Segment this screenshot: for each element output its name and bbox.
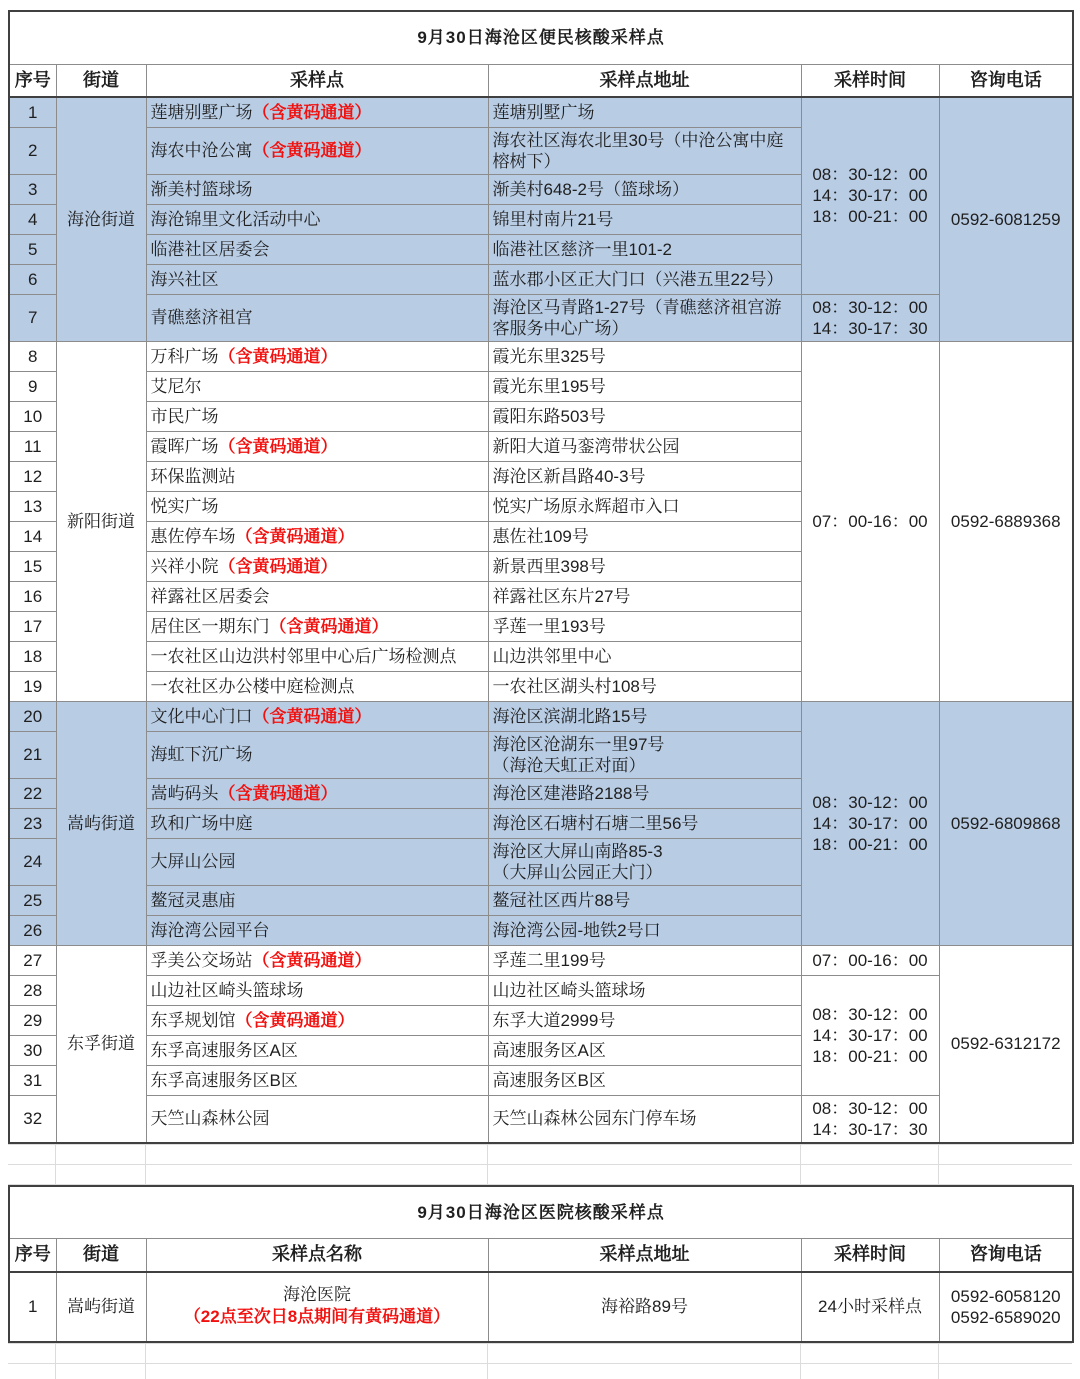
address-line: 东孚大道2999号 [492,1010,616,1030]
site-name-cell [146,838,488,885]
phone-cell [939,97,1073,341]
yellow-code-channel-tag: （含黄码通道） [252,141,372,160]
site-name: 海农中沧公寓 [150,141,253,160]
phone-number: 0592-6058120 [950,1286,1061,1306]
row-number-cell: 16 [9,581,56,611]
row-number-cell: 14 [9,521,56,551]
street-cell: 嵩屿街道 [56,1272,146,1342]
site-name-cell [146,975,488,1005]
column-header: 序号 [9,64,56,97]
site-name-cell [146,551,488,581]
address-cell [488,1035,801,1065]
sampling-time-cell [801,97,939,294]
address-cell [488,371,801,401]
row-number-cell: 29 [9,1005,56,1035]
time-line: 08：30-12：00 [812,1004,928,1024]
street-cell: 海沧街道 [56,97,146,341]
spreadsheet-gridlines-bottom [8,1343,1072,1379]
row-number-cell: 24 [9,838,56,885]
hospital-sites-table-container [8,1185,1072,1343]
site-name: 一农社区办公楼中庭检测点 [150,676,355,696]
row-number-cell: 13 [9,491,56,521]
row-number-cell: 25 [9,885,56,915]
address-line: 海沧区大屏山南路85-3 [492,841,663,861]
time-line: 14：30-17：30 [812,1119,928,1139]
address-line: 祥露社区东片27号 [492,586,631,606]
row-number-cell: 30 [9,1035,56,1065]
sampling-time-cell [801,341,939,701]
site-name: 海沧湾公园平台 [150,920,270,940]
site-name-cell [146,808,488,838]
time-line: 18：00-21：00 [812,207,928,227]
site-name: 渐美村篮球场 [150,179,253,199]
time-line: 08：30-12：00 [812,792,928,812]
address-line: 悦实广场原永辉超市入口 [492,496,680,516]
site-name-cell [146,1272,488,1342]
convenient-sites-table [8,10,1074,1144]
time-line: 14：30-17：00 [812,186,928,206]
table-title-hospital: 9月30日海沧区医院核酸采样点 [9,1186,1073,1239]
address-cell [488,885,801,915]
address-cell [488,264,801,294]
site-name-cell [146,127,488,174]
site-name-cell [146,371,488,401]
address-line: 榕树下） [492,151,561,171]
site-name: 天竺山森林公园 [150,1109,270,1128]
site-name: 悦实广场 [150,496,219,516]
phone-number: 0592-6809868 [950,813,1061,833]
time-line: 24小时采样点 [818,1297,922,1316]
row-number-cell: 18 [9,641,56,671]
address-cell [488,1005,801,1035]
site-name: 一农社区山边洪村邻里中心后广场检测点 [150,646,457,666]
time-line: 07：00-16：00 [812,511,928,531]
time-line: 14：30-17：30 [812,318,928,338]
row-number-cell: 2 [9,127,56,174]
address-line: 海农社区海农北里30号（中沧公寓中庭 [492,130,784,150]
site-name: 海沧锦里文化活动中心 [150,209,321,229]
yellow-code-channel-tag: （22点至次日8点期间有黄码通道） [183,1307,451,1326]
address-line: 客服务中心广场） [492,318,629,338]
yellow-code-channel-tag: （含黄码通道） [235,1010,355,1030]
address-cell [488,671,801,701]
address-line: 海裕路89号 [601,1297,688,1316]
column-header: 序号 [9,1239,56,1272]
site-name-cell [146,915,488,945]
table-row [9,975,1073,1005]
table-row [9,97,1073,127]
row-number-cell: 6 [9,264,56,294]
address-line: 海沧区沧湖东一里97号 [492,734,665,754]
site-name: 海虹下沉广场 [150,745,253,764]
site-name-cell [146,174,488,204]
row-number-cell: 9 [9,371,56,401]
yellow-code-channel-tag: （含黄码通道） [218,436,338,456]
column-header: 采样点 [146,64,488,97]
site-name-cell [146,264,488,294]
site-name-cell [146,945,488,975]
site-name-cell [146,611,488,641]
empty-grid-row [8,1144,1072,1164]
row-number-cell: 3 [9,174,56,204]
row-number-cell: 1 [9,97,56,127]
site-name: 市民广场 [150,406,219,426]
sampling-time-cell [801,701,939,945]
phone-number: 0592-6312172 [950,1034,1061,1053]
site-name-cell [146,431,488,461]
yellow-code-channel-tag: （含黄码通道） [269,616,389,636]
row-number-cell: 32 [9,1095,56,1143]
phone-number: 0592-6589020 [950,1307,1061,1327]
site-name-cell [146,1005,488,1035]
address-cell [488,1065,801,1095]
column-header: 采样时间 [801,64,939,97]
address-line: 莲塘别墅广场 [492,102,595,122]
row-number-cell: 7 [9,294,56,341]
site-name: 海沧医院 [283,1285,351,1304]
address-line: 海沧区马青路1-27号（青礁慈济祖宫游 [492,297,782,317]
site-name-cell [146,294,488,341]
address-line: 孚莲一里193号 [492,616,606,636]
address-cell [488,808,801,838]
time-line: 14：30-17：00 [812,1025,928,1045]
site-name: 临港社区居委会 [150,239,270,259]
phone-cell [939,341,1073,701]
address-line: 霞光东里325号 [492,346,606,366]
row-number-cell: 17 [9,611,56,641]
site-name: 鳌冠灵惠庙 [150,890,236,910]
site-name: 祥露社区居委会 [150,586,270,606]
address-line: 蓝水郡小区正大门口（兴港五里22号） [492,269,784,289]
yellow-code-channel-tag: （含黄码通道） [218,556,338,576]
street-cell: 新阳街道 [56,341,146,701]
table-title-convenient: 9月30日海沧区便民核酸采样点 [9,11,1073,64]
site-name: 海兴社区 [150,269,219,289]
column-header: 采样点地址 [488,1239,801,1272]
site-name: 惠佐停车场 [150,526,236,546]
address-cell [488,401,801,431]
phone-cell [939,701,1073,945]
address-line: 惠佐社109号 [492,526,589,546]
time-line: 18：00-21：00 [812,834,928,854]
address-cell [488,611,801,641]
site-name-cell [146,1035,488,1065]
site-name: 莲塘别墅广场 [150,102,253,122]
table-row [9,1095,1073,1143]
row-number-cell: 26 [9,915,56,945]
address-cell [488,97,801,127]
row-number-cell: 5 [9,234,56,264]
yellow-code-channel-tag: （含黄码通道） [252,950,372,970]
site-name-cell [146,641,488,671]
address-cell [488,204,801,234]
row-number-cell: 22 [9,778,56,808]
column-header: 采样点名称 [146,1239,488,1272]
row-number-cell: 10 [9,401,56,431]
address-cell [488,778,801,808]
site-name: 艾尼尔 [150,376,202,396]
column-header: 街道 [56,1239,146,1272]
address-cell [488,431,801,461]
address-cell [488,491,801,521]
time-line: 14：30-17：00 [812,813,928,833]
address-line: （海沧天虹正对面） [492,755,646,775]
site-name: 环保监测站 [150,466,236,486]
site-name: 霞晖广场 [150,436,219,456]
site-name-cell [146,97,488,127]
site-name-cell [146,731,488,778]
address-line: 霞阳东路503号 [492,406,606,426]
site-name: 东孚高速服务区B区 [150,1070,298,1090]
row-number-cell: 12 [9,461,56,491]
row-number-cell: 4 [9,204,56,234]
site-name-cell [146,521,488,551]
sampling-time-cell [801,294,939,341]
site-name-cell [146,1065,488,1095]
address-line: 海沧区石塘村石塘二里56号 [492,813,699,833]
address-line: 天竺山森林公园东门停车场 [492,1109,697,1128]
address-line: 临港社区慈济一里101-2 [492,239,672,259]
empty-grid-row [8,1164,1072,1184]
address-line: 海沧湾公园-地铁2号口 [492,920,661,940]
address-line: 海沧区滨湖北路15号 [492,706,648,726]
address-line: （大屏山公园正大门） [492,862,663,882]
address-line: 渐美村648-2号（篮球场） [492,179,689,199]
site-name: 居住区一期东门 [150,616,270,636]
table-row [9,945,1073,975]
spreadsheet-gridlines-gap [8,1144,1072,1185]
address-cell [488,1095,801,1143]
yellow-code-channel-tag: （含黄码通道） [235,526,355,546]
row-number-cell: 11 [9,431,56,461]
site-name-cell [146,341,488,371]
site-name-cell [146,461,488,491]
street-cell: 东孚街道 [56,945,146,1143]
column-header: 采样点地址 [488,64,801,97]
address-cell [488,945,801,975]
time-line: 08：30-12：00 [812,297,928,317]
street-cell: 嵩屿街道 [56,701,146,945]
address-cell [488,174,801,204]
address-cell [488,701,801,731]
time-line: 08：30-12：00 [812,165,928,185]
sampling-time-cell [801,1272,939,1342]
address-cell [488,975,801,1005]
site-name-cell [146,401,488,431]
row-number-cell: 19 [9,671,56,701]
yellow-code-channel-tag: （含黄码通道） [218,346,338,366]
site-name: 孚美公交场站 [150,950,253,970]
phone-number: 0592-6889368 [950,511,1061,531]
time-line: 18：00-21：00 [812,1046,928,1066]
address-line: 山边社区崎头篮球场 [492,980,646,1000]
site-name: 文化中心门口 [150,706,253,726]
site-name-cell [146,234,488,264]
site-name-cell [146,778,488,808]
column-header: 咨询电话 [939,1239,1073,1272]
address-cell [488,731,801,778]
site-name: 东孚规划馆 [150,1010,236,1030]
address-cell [488,838,801,885]
address-cell [488,294,801,341]
site-name: 万科广场 [150,346,219,366]
sampling-time-cell [801,1095,939,1143]
address-cell [488,1272,801,1342]
address-line: 一农社区湖头村108号 [492,676,657,696]
address-cell [488,461,801,491]
table-row [9,294,1073,341]
table-row [9,341,1073,371]
address-cell [488,341,801,371]
address-cell [488,915,801,945]
site-name: 嵩屿码头 [150,783,219,803]
time-line: 07：00-16：00 [812,950,928,970]
row-number-cell: 23 [9,808,56,838]
site-name-cell [146,885,488,915]
table-title-row [9,1186,1073,1239]
address-cell [488,521,801,551]
column-header-row [9,64,1073,97]
time-line: 08：30-12：00 [812,1098,928,1118]
site-name-cell [146,671,488,701]
address-cell [488,127,801,174]
address-cell [488,641,801,671]
address-line: 霞光东里195号 [492,376,606,396]
site-name: 大屏山公园 [150,852,236,871]
empty-grid-row [8,1363,1072,1379]
yellow-code-channel-tag: （含黄码通道） [252,706,372,726]
row-number-cell: 20 [9,701,56,731]
column-header-row [9,1239,1073,1272]
column-header: 咨询电话 [939,64,1073,97]
address-line: 孚莲二里199号 [492,950,606,970]
address-line: 鳌冠社区西片88号 [492,890,631,910]
yellow-code-channel-tag: （含黄码通道） [252,102,372,122]
address-cell [488,581,801,611]
address-line: 海沧区新昌路40-3号 [492,466,646,486]
site-name: 山边社区崎头篮球场 [150,980,304,1000]
row-number-cell: 27 [9,945,56,975]
address-line: 新景西里398号 [492,556,606,576]
address-line: 高速服务区B区 [492,1070,606,1090]
address-line: 海沧区建港路2188号 [492,783,650,803]
site-name: 东孚高速服务区A区 [150,1040,298,1060]
table-row [9,1272,1073,1342]
row-number-cell: 8 [9,341,56,371]
hospital-sites-table [8,1185,1074,1343]
site-name-cell [146,204,488,234]
column-header: 街道 [56,64,146,97]
row-number-cell: 21 [9,731,56,778]
site-name: 兴祥小院 [150,556,219,576]
site-name: 玖和广场中庭 [150,813,253,833]
convenient-sites-table-container [8,10,1072,1144]
column-header: 采样时间 [801,1239,939,1272]
yellow-code-channel-tag: （含黄码通道） [218,783,338,803]
site-name: 青礁慈济祖宫 [150,308,253,327]
phone-number: 0592-6081259 [950,209,1061,229]
address-line: 新阳大道马銮湾带状公园 [492,436,680,456]
site-name-cell [146,1095,488,1143]
table-title-row [9,11,1073,64]
site-name-cell [146,581,488,611]
sampling-time-cell [801,975,939,1095]
phone-cell [939,945,1073,1143]
row-number-cell: 15 [9,551,56,581]
row-number-cell: 28 [9,975,56,1005]
sampling-time-cell [801,945,939,975]
table-row [9,701,1073,731]
site-name-cell [146,491,488,521]
address-cell [488,234,801,264]
address-cell [488,551,801,581]
empty-grid-row [8,1343,1072,1363]
row-number-cell: 1 [9,1272,56,1342]
row-number-cell: 31 [9,1065,56,1095]
address-line: 山边洪邻里中心 [492,646,612,666]
address-line: 锦里村南片21号 [492,209,614,229]
site-name-cell [146,701,488,731]
address-line: 高速服务区A区 [492,1040,606,1060]
phone-cell [939,1272,1073,1342]
